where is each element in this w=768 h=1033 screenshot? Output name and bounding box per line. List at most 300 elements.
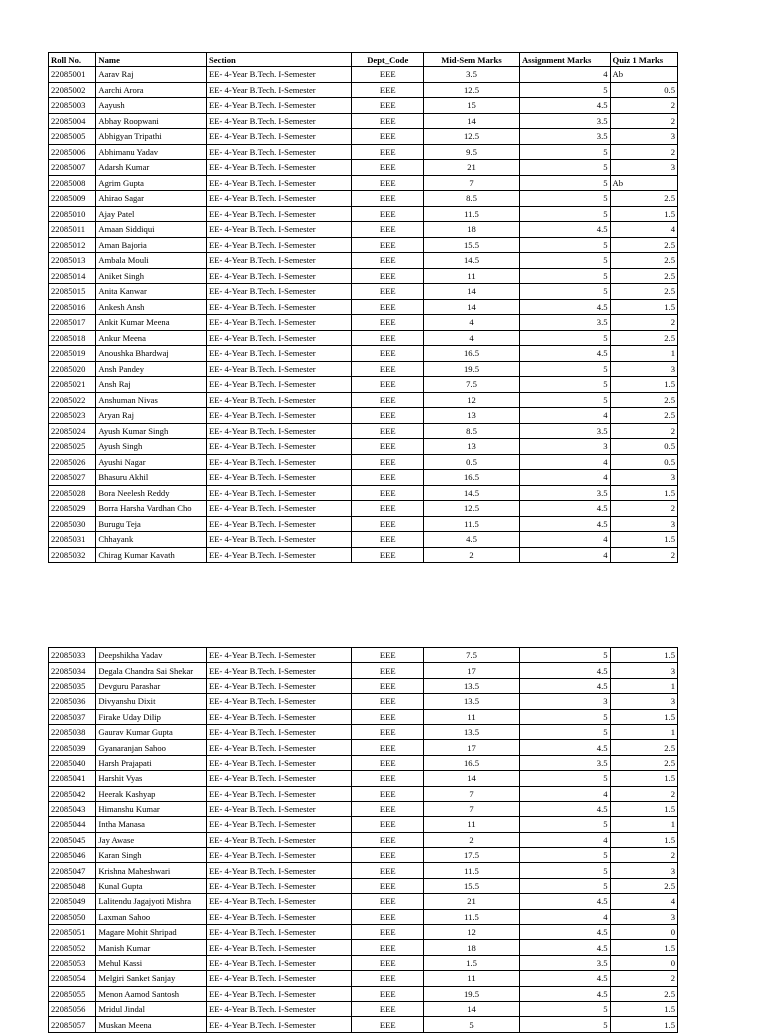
cell-dept-code: EEE [352, 501, 424, 517]
cell-name: Chhayank [96, 532, 207, 548]
cell-roll-no: 22085013 [49, 253, 96, 269]
cell-name: Ankur Meena [96, 330, 207, 346]
cell-quiz-1-marks: 2.5 [610, 740, 677, 755]
cell-dept-code: EEE [352, 878, 424, 893]
cell-section: EE- 4-Year B.Tech. I-Semester [207, 971, 352, 986]
cell-name: Ansh Pandey [96, 361, 207, 377]
cell-quiz-1-marks: 1.5 [610, 709, 677, 724]
cell-quiz-1-marks: 2 [610, 98, 677, 114]
table-row [49, 237, 678, 253]
cell-mid-sem-marks: 16.5 [424, 755, 520, 770]
cell-roll-no: 22085017 [49, 315, 96, 331]
cell-quiz-1-marks: 2 [610, 113, 677, 129]
table-row [49, 392, 678, 408]
cell-assignment-marks: 4.5 [519, 740, 610, 755]
cell-name: Magare Mohit Shripad [96, 925, 207, 940]
table-row [49, 191, 678, 207]
table-row [49, 268, 678, 284]
cell-dept-code: EEE [352, 663, 424, 678]
cell-roll-no: 22085010 [49, 206, 96, 222]
cell-mid-sem-marks: 4 [424, 315, 520, 331]
table-row [49, 909, 678, 924]
cell-mid-sem-marks: 2 [424, 547, 520, 563]
cell-name: Anshuman Nivas [96, 392, 207, 408]
cell-assignment-marks: 4 [519, 532, 610, 548]
cell-dept-code: EEE [352, 740, 424, 755]
cell-quiz-1-marks: 3 [610, 516, 677, 532]
cell-dept-code: EEE [352, 678, 424, 693]
table-row [49, 454, 678, 470]
cell-quiz-1-marks: 3 [610, 694, 677, 709]
cell-name: Aryan Raj [96, 408, 207, 424]
cell-name: Ankesh Ansh [96, 299, 207, 315]
cell-quiz-1-marks: 0.5 [610, 82, 677, 98]
table-row [49, 894, 678, 909]
cell-dept-code: EEE [352, 330, 424, 346]
cell-section: EE- 4-Year B.Tech. I-Semester [207, 206, 352, 222]
cell-mid-sem-marks: 3.5 [424, 67, 520, 83]
cell-quiz-1-marks: 2.5 [610, 284, 677, 300]
cell-section: EE- 4-Year B.Tech. I-Semester [207, 377, 352, 393]
table-row [49, 501, 678, 517]
cell-quiz-1-marks: 3 [610, 470, 677, 486]
cell-name: Ambala Mouli [96, 253, 207, 269]
cell-quiz-1-marks: 3 [610, 129, 677, 145]
cell-quiz-1-marks: 1 [610, 346, 677, 362]
table-row [49, 986, 678, 1001]
cell-assignment-marks: 5 [519, 648, 610, 663]
marks-table-part-2 [48, 647, 678, 1033]
table-row [49, 724, 678, 739]
cell-name: Anita Kanwar [96, 284, 207, 300]
cell-name: Harsh Prajapati [96, 755, 207, 770]
cell-assignment-marks: 3 [519, 694, 610, 709]
cell-quiz-1-marks: 1.5 [610, 940, 677, 955]
cell-roll-no: 22085025 [49, 439, 96, 455]
cell-roll-no: 22085033 [49, 648, 96, 663]
cell-quiz-1-marks: 2.5 [610, 237, 677, 253]
cell-dept-code: EEE [352, 832, 424, 847]
cell-mid-sem-marks: 18 [424, 940, 520, 955]
cell-name: Firake Uday Dilip [96, 709, 207, 724]
cell-roll-no: 22085050 [49, 909, 96, 924]
cell-dept-code: EEE [352, 222, 424, 238]
cell-quiz-1-marks: 1.5 [610, 832, 677, 847]
cell-assignment-marks: 3.5 [519, 129, 610, 145]
marks-table-part-1 [48, 52, 678, 563]
cell-section: EE- 4-Year B.Tech. I-Semester [207, 1017, 352, 1032]
cell-mid-sem-marks: 4 [424, 330, 520, 346]
cell-dept-code: EEE [352, 648, 424, 663]
cell-name: Anoushka Bhardwaj [96, 346, 207, 362]
cell-mid-sem-marks: 14 [424, 113, 520, 129]
cell-dept-code: EEE [352, 237, 424, 253]
cell-dept-code: EEE [352, 392, 424, 408]
cell-name: Deepshikha Yadav [96, 648, 207, 663]
cell-section: EE- 4-Year B.Tech. I-Semester [207, 175, 352, 191]
cell-section: EE- 4-Year B.Tech. I-Semester [207, 408, 352, 424]
cell-name: Manish Kumar [96, 940, 207, 955]
cell-roll-no: 22085007 [49, 160, 96, 176]
cell-mid-sem-marks: 12.5 [424, 501, 520, 517]
cell-assignment-marks: 4 [519, 67, 610, 83]
cell-dept-code: EEE [352, 709, 424, 724]
cell-assignment-marks: 3 [519, 439, 610, 455]
cell-roll-no: 22085039 [49, 740, 96, 755]
cell-dept-code: EEE [352, 1001, 424, 1016]
cell-name: Aman Bajoria [96, 237, 207, 253]
cell-section: EE- 4-Year B.Tech. I-Semester [207, 986, 352, 1001]
table-row [49, 755, 678, 770]
table-row [49, 253, 678, 269]
cell-section: EE- 4-Year B.Tech. I-Semester [207, 955, 352, 970]
cell-roll-no: 22085015 [49, 284, 96, 300]
cell-name: Himanshu Kumar [96, 801, 207, 816]
cell-section: EE- 4-Year B.Tech. I-Semester [207, 1001, 352, 1016]
cell-dept-code: EEE [352, 755, 424, 770]
cell-dept-code: EEE [352, 144, 424, 160]
cell-quiz-1-marks: 1.5 [610, 377, 677, 393]
cell-assignment-marks: 4 [519, 470, 610, 486]
header-roll-no: Roll No. [49, 53, 96, 67]
cell-mid-sem-marks: 7 [424, 786, 520, 801]
cell-assignment-marks: 5 [519, 817, 610, 832]
cell-roll-no: 22085022 [49, 392, 96, 408]
cell-section: EE- 4-Year B.Tech. I-Semester [207, 832, 352, 847]
table-row [49, 361, 678, 377]
cell-section: EE- 4-Year B.Tech. I-Semester [207, 801, 352, 816]
cell-assignment-marks: 5 [519, 771, 610, 786]
cell-roll-no: 22085023 [49, 408, 96, 424]
table-row [49, 175, 678, 191]
cell-section: EE- 4-Year B.Tech. I-Semester [207, 786, 352, 801]
table-row [49, 817, 678, 832]
cell-mid-sem-marks: 14.5 [424, 485, 520, 501]
cell-assignment-marks: 4.5 [519, 925, 610, 940]
cell-roll-no: 22085053 [49, 955, 96, 970]
cell-assignment-marks: 4 [519, 547, 610, 563]
cell-assignment-marks: 4.5 [519, 894, 610, 909]
cell-roll-no: 22085014 [49, 268, 96, 284]
cell-name: Melgiri Sanket Sanjay [96, 971, 207, 986]
cell-roll-no: 22085048 [49, 878, 96, 893]
cell-roll-no: 22085036 [49, 694, 96, 709]
header-row [49, 53, 678, 67]
cell-roll-no: 22085031 [49, 532, 96, 548]
cell-roll-no: 22085044 [49, 817, 96, 832]
cell-mid-sem-marks: 4.5 [424, 532, 520, 548]
cell-assignment-marks: 5 [519, 392, 610, 408]
cell-name: Abhimanu Yadav [96, 144, 207, 160]
cell-dept-code: EEE [352, 377, 424, 393]
cell-dept-code: EEE [352, 206, 424, 222]
cell-mid-sem-marks: 15.5 [424, 878, 520, 893]
cell-dept-code: EEE [352, 863, 424, 878]
cell-roll-no: 22085002 [49, 82, 96, 98]
table-row [49, 832, 678, 847]
cell-quiz-1-marks: 1 [610, 724, 677, 739]
cell-name: Chirag Kumar Kavath [96, 547, 207, 563]
cell-dept-code: EEE [352, 191, 424, 207]
table-row [49, 346, 678, 362]
cell-mid-sem-marks: 17.5 [424, 848, 520, 863]
cell-quiz-1-marks: 2.5 [610, 191, 677, 207]
cell-mid-sem-marks: 11 [424, 971, 520, 986]
cell-section: EE- 4-Year B.Tech. I-Semester [207, 346, 352, 362]
cell-section: EE- 4-Year B.Tech. I-Semester [207, 940, 352, 955]
table-row [49, 955, 678, 970]
cell-dept-code: EEE [352, 925, 424, 940]
cell-assignment-marks: 4 [519, 408, 610, 424]
cell-assignment-marks: 5 [519, 144, 610, 160]
cell-assignment-marks: 3.5 [519, 755, 610, 770]
cell-assignment-marks: 4.5 [519, 986, 610, 1001]
cell-roll-no: 22085019 [49, 346, 96, 362]
table-row [49, 330, 678, 346]
cell-assignment-marks: 4 [519, 909, 610, 924]
cell-section: EE- 4-Year B.Tech. I-Semester [207, 67, 352, 83]
cell-roll-no: 22085021 [49, 377, 96, 393]
cell-dept-code: EEE [352, 955, 424, 970]
cell-name: Bora Neelesh Reddy [96, 485, 207, 501]
table-row [49, 485, 678, 501]
cell-roll-no: 22085045 [49, 832, 96, 847]
cell-section: EE- 4-Year B.Tech. I-Semester [207, 771, 352, 786]
cell-quiz-1-marks: 3 [610, 663, 677, 678]
cell-quiz-1-marks: 2.5 [610, 330, 677, 346]
cell-quiz-1-marks: 1.5 [610, 299, 677, 315]
cell-mid-sem-marks: 19.5 [424, 986, 520, 1001]
cell-quiz-1-marks: Ab [610, 175, 677, 191]
cell-quiz-1-marks: 2 [610, 315, 677, 331]
cell-dept-code: EEE [352, 848, 424, 863]
cell-assignment-marks: 3.5 [519, 113, 610, 129]
cell-dept-code: EEE [352, 771, 424, 786]
cell-mid-sem-marks: 9.5 [424, 144, 520, 160]
cell-name: Harshit Vyas [96, 771, 207, 786]
cell-dept-code: EEE [352, 801, 424, 816]
cell-mid-sem-marks: 14.5 [424, 253, 520, 269]
cell-assignment-marks: 4 [519, 454, 610, 470]
table-row [49, 284, 678, 300]
cell-dept-code: EEE [352, 129, 424, 145]
table-row [49, 863, 678, 878]
cell-assignment-marks: 5 [519, 206, 610, 222]
cell-name: Abhay Roopwani [96, 113, 207, 129]
table-row [49, 299, 678, 315]
cell-section: EE- 4-Year B.Tech. I-Semester [207, 547, 352, 563]
cell-name: Lalitendu Jagajyoti Mishra [96, 894, 207, 909]
cell-name: Heerak Kashyap [96, 786, 207, 801]
cell-roll-no: 22085057 [49, 1017, 96, 1032]
cell-mid-sem-marks: 5 [424, 1017, 520, 1032]
cell-roll-no: 22085041 [49, 771, 96, 786]
cell-mid-sem-marks: 16.5 [424, 470, 520, 486]
cell-name: Muskan Meena [96, 1017, 207, 1032]
cell-roll-no: 22085006 [49, 144, 96, 160]
cell-section: EE- 4-Year B.Tech. I-Semester [207, 268, 352, 284]
cell-section: EE- 4-Year B.Tech. I-Semester [207, 863, 352, 878]
cell-name: Ayush Kumar Singh [96, 423, 207, 439]
cell-section: EE- 4-Year B.Tech. I-Semester [207, 237, 352, 253]
cell-mid-sem-marks: 16.5 [424, 346, 520, 362]
cell-quiz-1-marks: 2.5 [610, 392, 677, 408]
table-row [49, 408, 678, 424]
table-row [49, 925, 678, 940]
cell-assignment-marks: 5 [519, 175, 610, 191]
cell-dept-code: EEE [352, 940, 424, 955]
header-quiz-1-marks: Quiz 1 Marks [610, 53, 677, 67]
cell-roll-no: 22085040 [49, 755, 96, 770]
cell-assignment-marks: 4.5 [519, 663, 610, 678]
cell-dept-code: EEE [352, 454, 424, 470]
cell-mid-sem-marks: 12 [424, 392, 520, 408]
cell-section: EE- 4-Year B.Tech. I-Semester [207, 299, 352, 315]
cell-quiz-1-marks: 2.5 [610, 253, 677, 269]
cell-mid-sem-marks: 14 [424, 1001, 520, 1016]
table-row [49, 160, 678, 176]
cell-quiz-1-marks: 1 [610, 678, 677, 693]
cell-section: EE- 4-Year B.Tech. I-Semester [207, 516, 352, 532]
cell-dept-code: EEE [352, 547, 424, 563]
cell-name: Karan Singh [96, 848, 207, 863]
cell-name: Divyanshu Dixit [96, 694, 207, 709]
cell-assignment-marks: 5 [519, 361, 610, 377]
cell-section: EE- 4-Year B.Tech. I-Semester [207, 740, 352, 755]
cell-assignment-marks: 3.5 [519, 485, 610, 501]
cell-assignment-marks: 3.5 [519, 315, 610, 331]
cell-mid-sem-marks: 18 [424, 222, 520, 238]
header-dept-code: Dept_Code [352, 53, 424, 67]
cell-dept-code: EEE [352, 253, 424, 269]
cell-mid-sem-marks: 7.5 [424, 648, 520, 663]
cell-dept-code: EEE [352, 408, 424, 424]
cell-assignment-marks: 4.5 [519, 299, 610, 315]
cell-quiz-1-marks: 3 [610, 361, 677, 377]
cell-dept-code: EEE [352, 470, 424, 486]
cell-name: Intha Manasa [96, 817, 207, 832]
table-row [49, 206, 678, 222]
cell-section: EE- 4-Year B.Tech. I-Semester [207, 878, 352, 893]
cell-assignment-marks: 4.5 [519, 98, 610, 114]
cell-name: Menon Aamod Santosh [96, 986, 207, 1001]
cell-assignment-marks: 5 [519, 82, 610, 98]
cell-dept-code: EEE [352, 1017, 424, 1032]
cell-roll-no: 22085004 [49, 113, 96, 129]
cell-quiz-1-marks: 1.5 [610, 532, 677, 548]
table-row [49, 786, 678, 801]
cell-dept-code: EEE [352, 786, 424, 801]
cell-name: Mehul Kassi [96, 955, 207, 970]
cell-section: EE- 4-Year B.Tech. I-Semester [207, 663, 352, 678]
cell-dept-code: EEE [352, 894, 424, 909]
cell-name: Bhasuru Akhil [96, 470, 207, 486]
table-row [49, 848, 678, 863]
table-row [49, 470, 678, 486]
cell-section: EE- 4-Year B.Tech. I-Semester [207, 330, 352, 346]
header-name: Name [96, 53, 207, 67]
cell-dept-code: EEE [352, 299, 424, 315]
table-row [49, 971, 678, 986]
table-body-part-1 [49, 67, 678, 563]
cell-quiz-1-marks: 1.5 [610, 1017, 677, 1032]
cell-dept-code: EEE [352, 175, 424, 191]
cell-mid-sem-marks: 11 [424, 709, 520, 724]
cell-roll-no: 22085054 [49, 971, 96, 986]
cell-assignment-marks: 5 [519, 237, 610, 253]
cell-roll-no: 22085051 [49, 925, 96, 940]
cell-mid-sem-marks: 15 [424, 98, 520, 114]
cell-section: EE- 4-Year B.Tech. I-Semester [207, 678, 352, 693]
cell-quiz-1-marks: 2.5 [610, 878, 677, 893]
cell-mid-sem-marks: 13.5 [424, 694, 520, 709]
cell-quiz-1-marks: 1 [610, 817, 677, 832]
cell-dept-code: EEE [352, 724, 424, 739]
cell-section: EE- 4-Year B.Tech. I-Semester [207, 470, 352, 486]
cell-quiz-1-marks: 1.5 [610, 206, 677, 222]
cell-assignment-marks: 4.5 [519, 678, 610, 693]
cell-assignment-marks: 5 [519, 724, 610, 739]
cell-assignment-marks: 5 [519, 1017, 610, 1032]
cell-dept-code: EEE [352, 346, 424, 362]
cell-name: Kunal Gupta [96, 878, 207, 893]
cell-quiz-1-marks: 2 [610, 786, 677, 801]
cell-assignment-marks: 5 [519, 878, 610, 893]
cell-mid-sem-marks: 12.5 [424, 82, 520, 98]
table-row [49, 801, 678, 816]
cell-dept-code: EEE [352, 516, 424, 532]
cell-roll-no: 22085046 [49, 848, 96, 863]
cell-assignment-marks: 5 [519, 709, 610, 724]
cell-roll-no: 22085016 [49, 299, 96, 315]
cell-section: EE- 4-Year B.Tech. I-Semester [207, 82, 352, 98]
cell-roll-no: 22085043 [49, 801, 96, 816]
cell-roll-no: 22085009 [49, 191, 96, 207]
cell-assignment-marks: 5 [519, 284, 610, 300]
cell-assignment-marks: 4.5 [519, 801, 610, 816]
cell-roll-no: 22085008 [49, 175, 96, 191]
cell-dept-code: EEE [352, 986, 424, 1001]
table-row [49, 771, 678, 786]
cell-assignment-marks: 4 [519, 832, 610, 847]
cell-assignment-marks: 5 [519, 191, 610, 207]
cell-assignment-marks: 5 [519, 330, 610, 346]
cell-dept-code: EEE [352, 160, 424, 176]
cell-section: EE- 4-Year B.Tech. I-Semester [207, 423, 352, 439]
cell-name: Amaan Siddiqui [96, 222, 207, 238]
cell-mid-sem-marks: 14 [424, 771, 520, 786]
cell-name: Laxman Sahoo [96, 909, 207, 924]
cell-name: Ayush Singh [96, 439, 207, 455]
cell-mid-sem-marks: 11.5 [424, 206, 520, 222]
cell-roll-no: 22085056 [49, 1001, 96, 1016]
cell-quiz-1-marks: 0.5 [610, 439, 677, 455]
header-assignment-marks: Assignment Marks [519, 53, 610, 67]
cell-roll-no: 22085018 [49, 330, 96, 346]
cell-dept-code: EEE [352, 485, 424, 501]
cell-name: Burugu Teja [96, 516, 207, 532]
cell-quiz-1-marks: 2 [610, 848, 677, 863]
cell-quiz-1-marks: 2 [610, 501, 677, 517]
cell-section: EE- 4-Year B.Tech. I-Semester [207, 361, 352, 377]
cell-quiz-1-marks: 2 [610, 971, 677, 986]
cell-roll-no: 22085001 [49, 67, 96, 83]
cell-mid-sem-marks: 11 [424, 817, 520, 832]
cell-mid-sem-marks: 21 [424, 160, 520, 176]
cell-name: Adarsh Kumar [96, 160, 207, 176]
cell-assignment-marks: 5 [519, 268, 610, 284]
cell-roll-no: 22085026 [49, 454, 96, 470]
